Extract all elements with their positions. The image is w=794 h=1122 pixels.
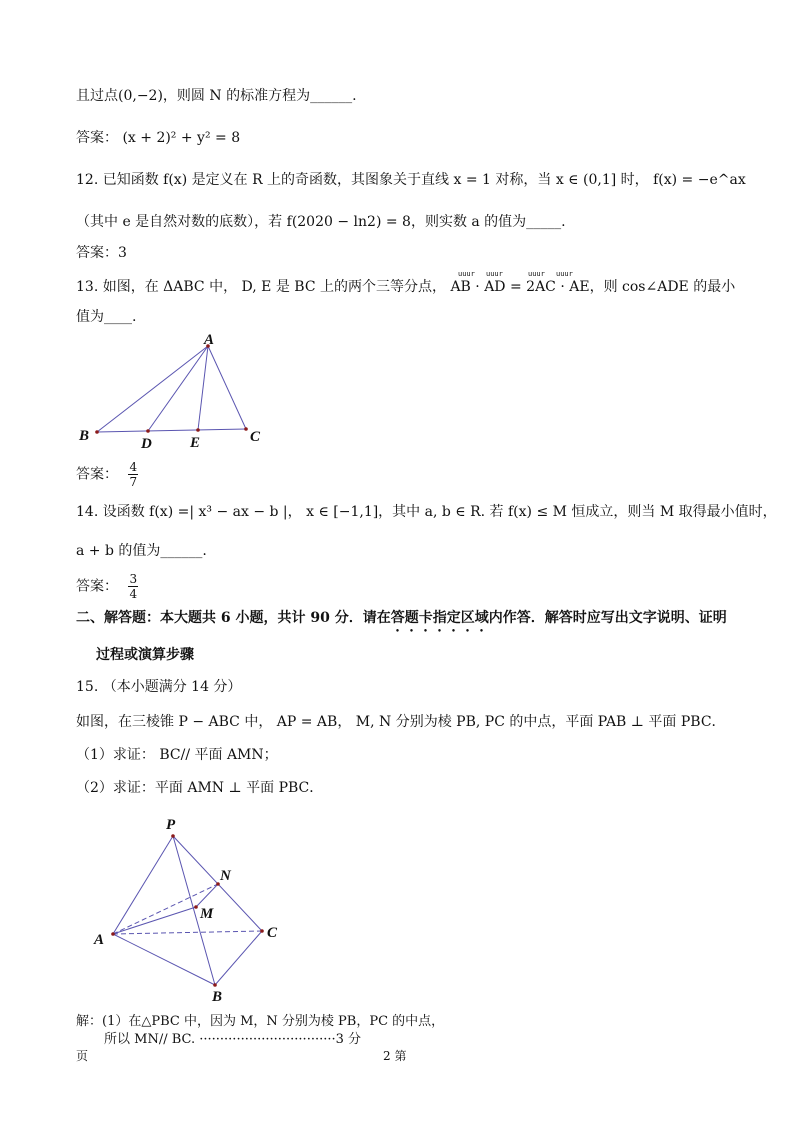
label-m: M [200, 906, 214, 922]
question-13-line1: 13. 如图，在 ΔABC 中， D, E 是 BC 上的两个三等分点， AB · AD = 2AC · AE，则 cos∠ADE 的最小 [76, 279, 736, 295]
question-11-tail: 且过点(0,−2)，则圆 N 的标准方程为______. [76, 88, 357, 104]
vector-mark-ae: uuur [556, 270, 573, 278]
label-c-13: C [250, 429, 261, 445]
point-c [244, 427, 248, 431]
footer-left: 页 [76, 1049, 89, 1063]
question-14-line1: 14. 设函数 f(x) =| x³ − ax − b |， x ∈ [−1,1]，其中 a, b ∈ R. 若 f(x) ≤ M 恒成立，则当 M 取得最小值时， [76, 504, 777, 520]
section-2-heading [76, 608, 727, 635]
answer-13-label: 答案： [76, 466, 118, 483]
edge-ac-dashed [113, 931, 262, 934]
answer-11: 答案： (x + 2)² + y² = 8 [76, 130, 241, 146]
footer-page-number: 2 第 [383, 1049, 407, 1063]
point-b [95, 430, 99, 434]
question-15-part2: （2）求证：平面 AMN ⊥ 平面 PBC． [76, 780, 324, 796]
pyramid-figure-15 [113, 836, 262, 985]
section-2-heading-pre: 二、解答题：本大题共 6 小题，共计 90 分．请在 [76, 610, 391, 626]
fraction-numerator: 3 [129, 572, 138, 586]
question-12-line2: （其中 e 是自然对数的底数），若 f(2020 − ln2) = 8，则实数 a 的值为_____. [76, 214, 566, 230]
point-b-15 [213, 983, 217, 987]
point-c-15 [260, 929, 264, 933]
answer-14 [76, 572, 138, 601]
fraction-denominator: 4 [129, 587, 138, 601]
segment-ac [208, 346, 246, 429]
point-m [194, 905, 198, 909]
segment-ab [97, 346, 208, 432]
answer-14-fraction [128, 572, 138, 601]
answer-13-fraction [128, 460, 138, 489]
label-c-15: C [267, 925, 278, 941]
vector-mark-ac: uuur [528, 270, 545, 278]
point-p [171, 834, 175, 838]
label-b-15: B [212, 989, 223, 1005]
label-d-13: D [141, 436, 152, 452]
question-15-header: 15. （本小题满分 14 分） [76, 679, 242, 695]
solution-line2: 所以 MN// BC. ·································3 分 [104, 1032, 362, 1047]
point-d [146, 429, 150, 433]
question-14-line2: a + b 的值为______. [76, 543, 207, 559]
edge-mn [196, 884, 218, 907]
segment-bc [97, 429, 246, 432]
edge-am [113, 907, 196, 934]
vector-mark-ab: uuur [458, 270, 475, 278]
question-15-statement: 如图，在三棱锥 P − ABC 中， AP = AB， M, N 分别为棱 PB, PC 的中点，平面 PAB ⊥ 平面 PBC． [76, 714, 726, 730]
section-2-heading-post: 内作答．解答时应写出文字说明、证明 [488, 610, 727, 626]
label-n: N [220, 868, 231, 884]
vector-mark-ad: uuur [486, 270, 503, 278]
question-12-line1: 12. 已知函数 f(x) 是定义在 R 上的奇函数，其图象关于直线 x = 1 对称，当 x ∈ (0,1] 时， f(x) = −e^ax [76, 172, 746, 188]
point-a-15 [111, 932, 115, 936]
question-13-line2: 值为____. [76, 309, 137, 325]
section-2-heading-emphasis: 答题卡指定区域 [390, 610, 489, 626]
label-e-13: E [190, 435, 201, 451]
answer-14-label: 答案： [76, 578, 118, 595]
point-e [196, 428, 200, 432]
fraction-denominator: 7 [129, 475, 138, 489]
answer-12: 答案：3 [76, 245, 127, 261]
edge-bc [215, 931, 262, 985]
label-b-13: B [79, 428, 90, 444]
triangle-figure-13 [97, 346, 246, 432]
label-p: P [166, 817, 176, 833]
question-15-part1: （1）求证： BC// 平面 AMN； [76, 747, 278, 763]
edge-ab [113, 934, 215, 985]
section-2-heading-line2: 过程或演算步骤 [96, 647, 194, 663]
fraction-numerator: 4 [129, 460, 138, 474]
label-a-13: A [204, 332, 215, 348]
solution-line1: 解：(1）在△PBC 中，因为 M，N 分别为棱 PB，PC 的中点， [76, 1014, 445, 1029]
answer-13 [76, 460, 138, 489]
label-a-15: A [94, 932, 105, 948]
